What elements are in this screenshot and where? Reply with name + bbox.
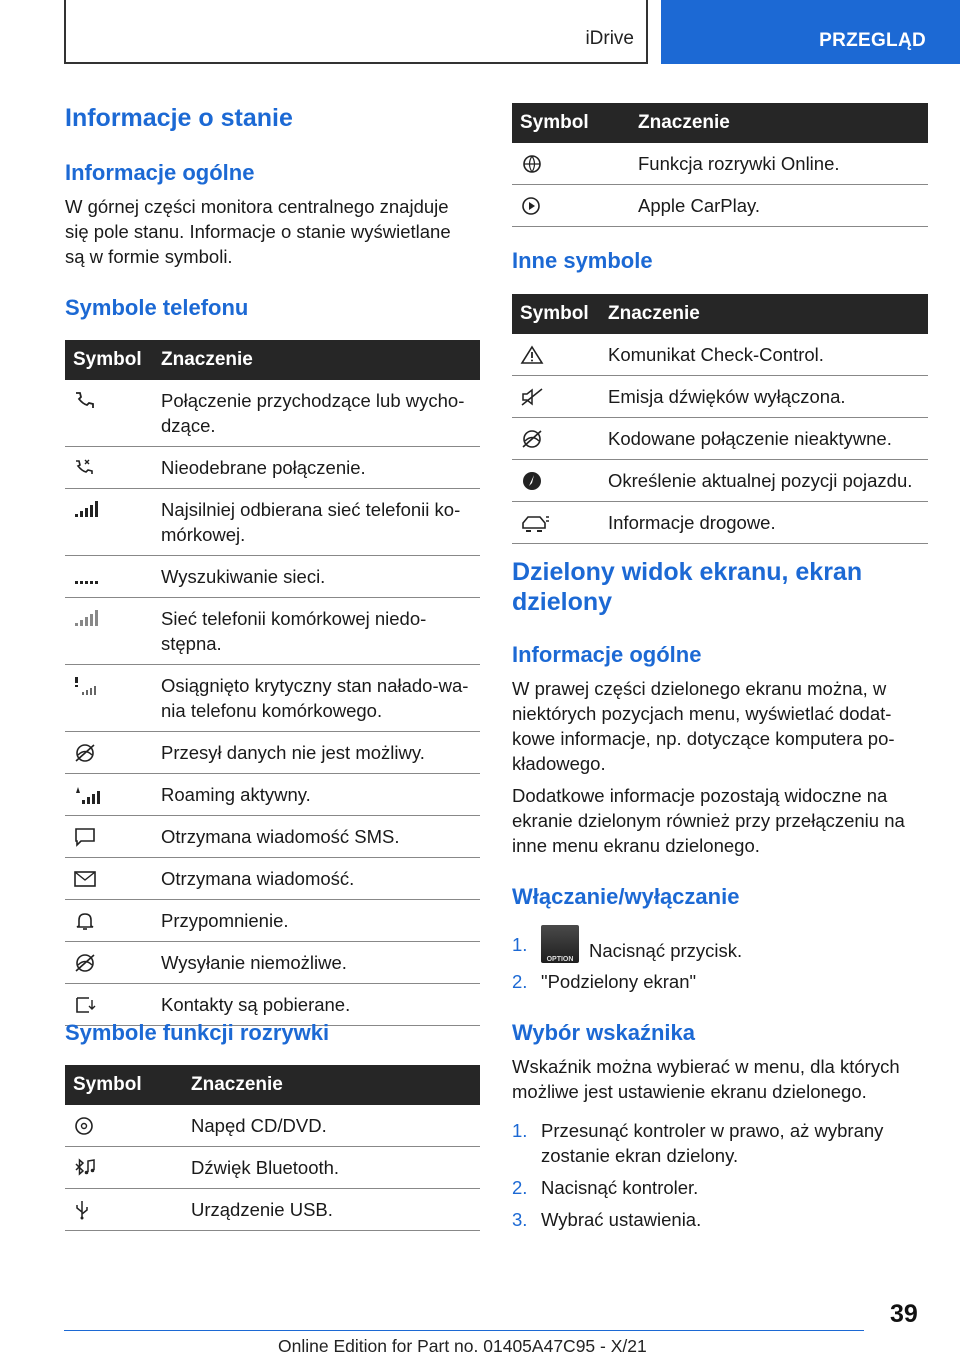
column-header-meaning: Znaczenie [630,103,928,143]
step-number: 1. [512,1120,528,1141]
step-text: Przesunąć kontroler w prawo, aż wybrany zostanie ekran dzielony. [541,1120,884,1166]
table-row [512,143,928,185]
table-row [512,502,928,544]
table-row [65,732,480,774]
table-row [65,1105,480,1147]
missed-call-icon [73,458,95,476]
header-tab[interactable] [661,0,960,64]
roaming-icon [73,785,101,805]
general-text: W górnej części monitora centralnego znajduje się pole stanu. Informacje o stanie wyświetlane są w formie symboli. [65,196,451,267]
list-item [512,1175,912,1200]
table-cell-meaning: Dźwięk Bluetooth. [183,1147,480,1189]
table-cell-meaning: Urządzenie USB. [183,1189,480,1231]
contacts-download-icon [73,995,97,1015]
table-cell-meaning: Emisja dźwięków wyłączona. [600,376,928,418]
table-header-row [65,1065,480,1105]
phone-icon [73,391,95,409]
split-screen-title: Dzielony widok ekranu, ekran dzielony [512,558,863,616]
other-symbols-table [512,294,928,544]
step-text: "Podzielony ekran" [541,971,697,992]
split-general-heading: Informacje ogólne [512,642,702,667]
signal-search-icon [73,567,101,585]
entertainment-symbols-table [65,1065,480,1231]
table-cell-meaning: Otrzymana wiadomość SMS. [153,816,480,858]
table-row [65,447,480,489]
sms-icon [73,827,97,847]
step-number: 1. [512,934,528,955]
table-row [65,942,480,984]
table-cell-meaning: Informacje drogowe. [600,502,928,544]
table-cell-meaning: Przypomnienie. [153,900,480,942]
bluetooth-audio-icon [73,1158,97,1178]
header-section-box [64,0,648,64]
table-cell-meaning: Połączenie przychodzące lub wycho-dzące. [153,380,480,447]
table-header-row [512,294,928,334]
table-row [65,858,480,900]
column-header-symbol: Symbol [512,103,630,143]
disc-icon [73,1116,95,1136]
table-row [65,380,480,447]
phone-symbols-heading: Symbole telefonu [65,295,249,320]
page-title: Informacje o stanie [65,104,293,132]
split-text-1: W prawej części dzielonego ekranu można, w niektórych pozycjach menu, wyświetlać dodat-kowe informacje, np. dotyczące komputera po-kładowego. [512,678,895,774]
column-header-meaning: Znaczenie [600,294,928,334]
table-row [512,376,928,418]
toggle-heading: Włączanie/wyłączanie [512,884,740,909]
list-item [512,969,922,994]
table-row [65,665,480,732]
encryption-off-icon [520,429,544,449]
traffic-info-icon [520,513,550,533]
table-header-row [65,340,480,380]
table-row [65,556,480,598]
table-cell-meaning: Najsilniej odbierana sieć telefonii ko-mórkowej. [153,489,480,556]
column-header-meaning: Znaczenie [153,340,480,380]
table-row [512,460,928,502]
position-icon [520,471,544,491]
table-row [512,418,928,460]
toggle-steps [512,925,922,994]
entertainment-symbols-heading: Symbole funkcji rozrywki [65,1020,330,1045]
general-heading: Informacje ogólne [65,160,255,185]
mute-icon [520,387,544,407]
table-cell-meaning: Przesył danych nie jest możliwy. [153,732,480,774]
no-data-icon [73,743,97,763]
table-cell-meaning: Apple CarPlay. [630,185,928,227]
footer-text: Online Edition for Part no. 01405A47C95 - X/21 [278,1336,647,1356]
table-cell-meaning: Osiągnięto krytyczny stan nałado-wa-nia telefonu komórkowego. [153,665,480,732]
phone-symbols-table [65,340,480,1026]
table-cell-meaning: Określenie aktualnej pozycji pojazdu. [600,460,928,502]
warning-icon [520,345,544,365]
footer-divider [64,1330,864,1331]
page-number: 39 [890,1300,918,1328]
option-button-icon[interactable] [541,925,579,963]
table-cell-meaning: Komunikat Check-Control. [600,334,928,376]
table-row [65,900,480,942]
entertainment-symbols-table-continued [512,103,928,227]
table-cell-meaning: Napęd CD/DVD. [183,1105,480,1147]
column-header-symbol: Symbol [65,340,153,380]
column-header-symbol: Symbol [65,1065,183,1105]
low-battery-icon [73,676,101,696]
other-symbols-heading: Inne symbole [512,248,653,273]
select-steps [512,1118,912,1232]
header-section-label: iDrive [585,28,634,49]
table-row [65,489,480,556]
list-item [512,1207,912,1232]
table-cell-meaning: Wysyłanie niemożliwe. [153,942,480,984]
list-item [512,925,922,971]
send-impossible-icon [73,953,97,973]
step-number: 2. [512,1177,528,1198]
header-tab-label: PRZEGLĄD [819,30,926,51]
step-text: Nacisnąć przycisk. [589,940,743,961]
table-cell-meaning: Funkcja rozrywki Online. [630,143,928,185]
table-row [65,816,480,858]
table-cell-meaning: Otrzymana wiadomość. [153,858,480,900]
table-row [65,1147,480,1189]
split-text-2: Dodatkowe informacje pozostają widoczne na ekranie dzielonym również przy przełączeniu na inne menu ekranu dzielonego. [512,785,905,856]
step-number: 3. [512,1209,528,1230]
column-header-symbol: Symbol [512,294,600,334]
table-cell-meaning: Wyszukiwanie sieci. [153,556,480,598]
signal-unavailable-icon [73,609,101,627]
column-header-meaning: Znaczenie [183,1065,480,1105]
table-cell-meaning: Sieć telefonii komórkowej niedo-stępna. [153,598,480,665]
table-row [65,598,480,665]
list-item [512,1118,912,1168]
reminder-icon [73,911,97,931]
table-row [65,1189,480,1231]
table-cell-meaning: Kodowane połączenie nieaktywne. [600,418,928,460]
signal-full-icon [73,500,101,518]
message-icon [73,869,97,889]
step-text: Wybrać ustawienia. [541,1209,702,1230]
table-row [512,185,928,227]
select-text: Wskaźnik można wybierać w menu, dla których możliwe jest ustawienie ekranu dzielonego. [512,1056,900,1102]
select-heading: Wybór wskaźnika [512,1020,695,1045]
table-row [512,334,928,376]
table-cell-meaning: Nieodebrane połączenie. [153,447,480,489]
table-cell-meaning: Kontakty są pobierane. [153,984,480,1026]
online-entertainment-icon [520,154,544,174]
usb-icon [73,1200,91,1220]
step-number: 2. [512,971,528,992]
carplay-icon [520,196,544,216]
step-text: Nacisnąć kontroler. [541,1177,699,1198]
table-row [65,774,480,816]
table-header-row [512,103,928,143]
option-button-label: OPTION [546,956,574,963]
table-cell-meaning: Roaming aktywny. [153,774,480,816]
